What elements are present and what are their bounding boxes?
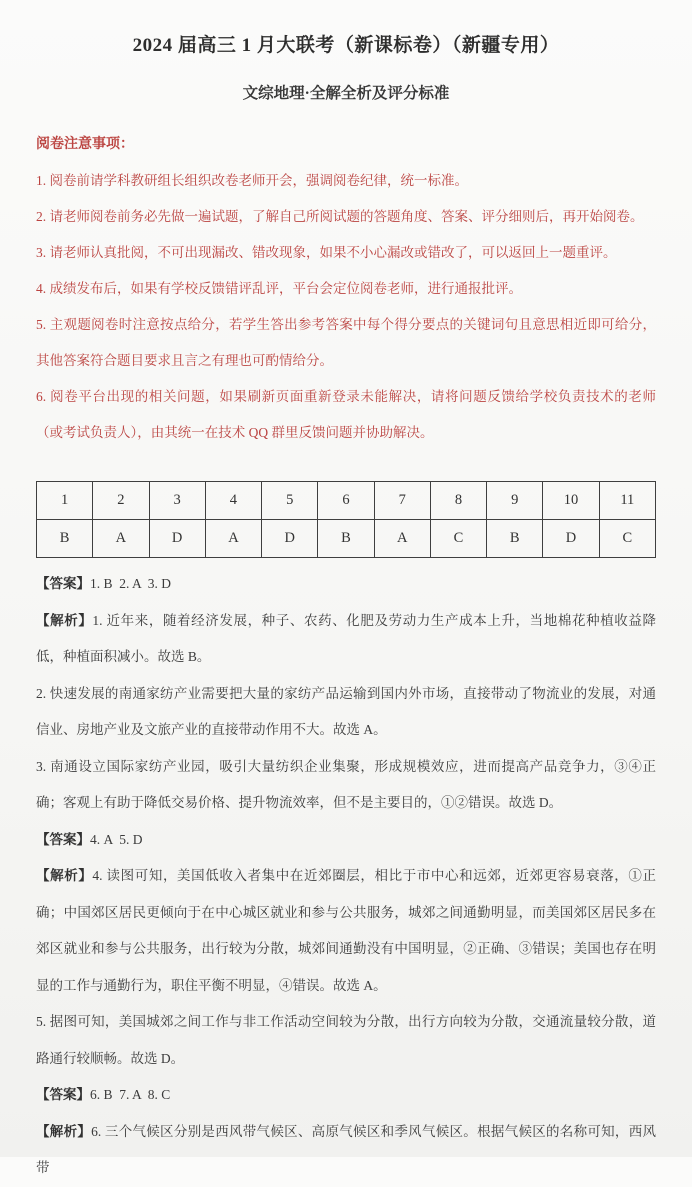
paragraph-text: 2. 快速发展的南通家纺产业需要把大量的家纺产品运输到国内外市场，直接带动了物流业的发展，对通信业、房地产业及文旅产业的直接带动作用不大。故选 A。 [36, 685, 656, 737]
notice-item-5: 5. 主观题阅卷时注意按点给分，若学生答出参考答案中每个得分要点的关键词句且意思相近即可给分，其他答案符合题目要求且言之有理也可酌情给分。 [36, 317, 656, 368]
answer-cell: D [543, 520, 599, 558]
explanation-paragraph [36, 1004, 656, 1077]
paragraph-label: 【答案】 [36, 831, 90, 847]
paragraph-text: 6. 三个气候区分别是西风带气候区、高原气候区和季风气候区。根据气候区的名称可知，西风带 [36, 1123, 657, 1175]
question-number-row [37, 482, 656, 520]
explanation-paragraph [36, 749, 656, 822]
paragraph-label: 【解析】 [36, 612, 93, 628]
answer-cell: A [205, 520, 261, 558]
paragraph-text: 3. 南通设立国际家纺产业园，吸引大量纺织企业集聚，形成规模效应，进而提高产品竞争力，③④正确；客观上有助于降低交易价格、提升物流效率，但不是主要目的，①②错误。故选 D。 [36, 758, 656, 810]
paragraph-label: 【解析】 [36, 1123, 92, 1139]
explanation-paragraph [36, 858, 656, 1004]
answer-cell: C [430, 520, 486, 558]
answer-cell: A [93, 520, 149, 558]
paragraph-label: 【答案】 [36, 1087, 90, 1102]
notice-item-2: 2. 请老师阅卷前务必先做一遍试题，了解自己所阅试题的答题角度、答案、评分细则后，再开始阅卷。 [36, 209, 644, 224]
answer-cell: C [599, 520, 655, 558]
page-title: 2024 届高三 1 月大联考（新课标卷）（新疆专用） [132, 35, 560, 56]
question-number-cell: 1 [37, 482, 93, 520]
notice-item-1: 1. 阅卷前请学科教研组长组织改卷老师开会，强调阅卷纪律，统一标准。 [36, 173, 468, 188]
explanation-paragraph [36, 603, 656, 676]
question-number-cell: 7 [374, 482, 430, 520]
answer-row [37, 520, 656, 558]
notice-heading: 阅卷注意事项： [36, 137, 134, 152]
notice-item-4: 4. 成绩发布后，如果有学校反馈错评乱评，平台会定位阅卷老师，进行通报批评。 [36, 281, 522, 296]
notice-item-6: 6. 阅卷平台出现的相关问题，如果刷新页面重新登录未能解决，请将问题反馈给学校负责技术的老师（或考试负责人），由其统一在技术 QQ 群里反馈问题并协助解决。 [36, 389, 656, 440]
paragraph-label: 【答案】 [36, 576, 90, 591]
answer-paragraph [36, 566, 656, 603]
question-number-cell: 9 [487, 482, 543, 520]
answer-cell: D [262, 520, 318, 558]
answer-paragraph [36, 1077, 656, 1114]
question-number-cell: 11 [599, 482, 655, 520]
question-number-cell: 5 [262, 482, 318, 520]
answer-cell: D [149, 520, 205, 558]
paragraph-text: 1. 近年来，随着经济发展，种子、农药、化肥及劳动力生产成本上升，当地棉花种植收益降低，种植面积减小。故选 B。 [36, 612, 657, 664]
question-number-cell: 8 [430, 482, 486, 520]
notice-item-3: 3. 请老师认真批阅，不可出现漏改、错改现象，如果不小心漏改或错改了，可以返回上一题重评。 [36, 245, 617, 260]
grading-notice-section [36, 127, 656, 451]
question-number-cell: 3 [149, 482, 205, 520]
question-number-cell: 2 [93, 482, 149, 520]
paragraph-text: 4. A 5. D [90, 831, 143, 847]
answers-explanations-section [36, 566, 656, 1187]
page-subtitle: 文综地理·全解全析及评分标准 [242, 85, 450, 102]
question-number-cell: 6 [318, 482, 374, 520]
answer-cell: B [487, 520, 543, 558]
paragraph-text: 6. B 7. A 8. C [90, 1087, 171, 1102]
answer-cell: B [318, 520, 374, 558]
explanation-paragraph [36, 1114, 656, 1187]
paragraph-label: 【解析】 [36, 868, 93, 883]
paragraph-text: 5. 据图可知，美国城郊之间工作与非工作活动空间较为分散，出行方向较为分散，交通流量较分散，道路通行较顺畅。故选 D。 [36, 1014, 656, 1066]
answer-paragraph [36, 822, 656, 859]
answer-cell: A [374, 520, 430, 558]
question-number-cell: 10 [543, 482, 599, 520]
answer-key-table [36, 481, 656, 558]
explanation-paragraph [36, 676, 656, 749]
answer-cell: B [37, 520, 93, 558]
question-number-cell: 4 [205, 482, 261, 520]
paragraph-text: 4. 读图可知，美国低收入者集中在近郊圈层，相比于市中心和远郊，近郊更容易衰落，①正确；中国郊区居民更倾向于在中心城区就业和参与公共服务，城郊之间通勤明显，而美国郊区居民多在郊区就业和参与公共服务，出行较为分散，城郊间通勤没有中国明显，②正确、③错误；美国也存在明显的工作与通勤行为，职住平衡不明显，④错误。故选 A。 [36, 868, 657, 993]
paragraph-text: 1. B 2. A 3. D [90, 576, 172, 591]
